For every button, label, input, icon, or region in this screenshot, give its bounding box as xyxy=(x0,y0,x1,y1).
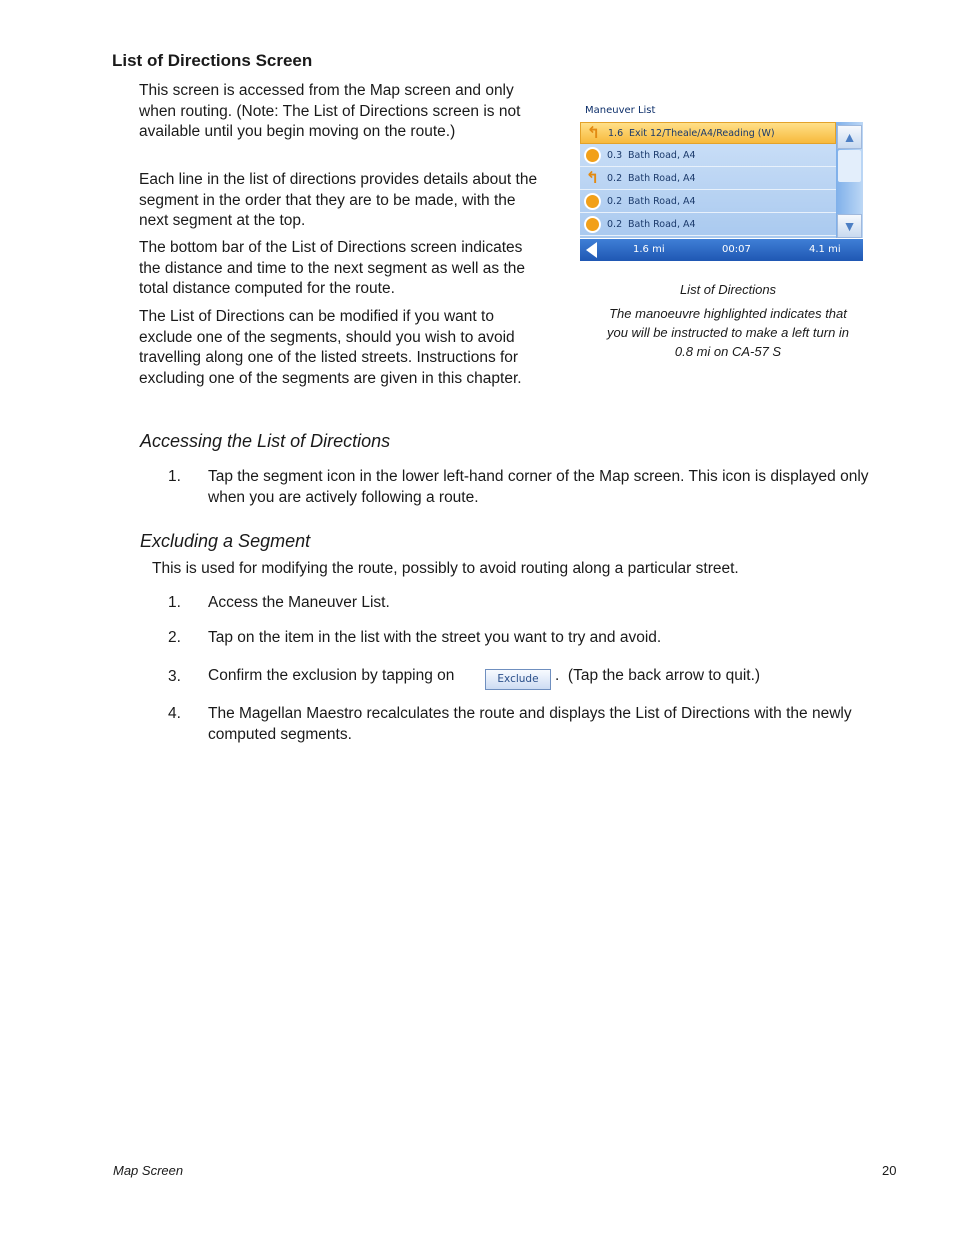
scroll-down-icon[interactable]: ▼ xyxy=(837,214,862,238)
next-distance: 1.6 mi xyxy=(633,244,665,255)
back-arrow-icon[interactable] xyxy=(586,242,597,258)
time-to-next: 00:07 xyxy=(722,244,751,255)
maneuver-row[interactable] xyxy=(580,191,836,213)
total-distance: 4.1 mi xyxy=(809,244,841,255)
intro-paragraph: Each line in the list of directions provides details about the segment in the order that they are to be made, with the next segment at the top. xyxy=(139,171,538,229)
scrollbar[interactable] xyxy=(836,122,863,238)
accessing-heading: Accessing the List of Directions xyxy=(140,431,391,451)
maneuver-row[interactable] xyxy=(580,122,836,144)
status-bar xyxy=(580,239,863,261)
step-number: 4. xyxy=(168,705,181,722)
row-distance: 0.3 xyxy=(607,150,623,161)
maneuver-row[interactable] xyxy=(580,145,836,167)
scroll-thumb[interactable] xyxy=(838,150,861,182)
intro-paragraph: This screen is accessed from the Map screen and only when routing. (Note: The List of Directions screen is not available until you begin moving on the route.) xyxy=(139,82,521,140)
turn-left-icon: ↰ xyxy=(586,125,601,142)
excluding-intro: This is used for modifying the route, possibly to avoid routing along a particular street. xyxy=(152,560,739,577)
excluding-heading: Excluding a Segment xyxy=(140,531,311,551)
step-number: 3. xyxy=(168,668,181,685)
footer-section: Map Screen xyxy=(113,1163,184,1178)
maneuver-list xyxy=(580,122,836,238)
maneuver-row[interactable] xyxy=(580,168,836,190)
maneuver-row[interactable] xyxy=(580,214,836,236)
maneuver-list-title: Maneuver List xyxy=(585,105,656,116)
row-distance: 0.2 xyxy=(607,219,623,230)
exclude-button[interactable]: Exclude xyxy=(485,669,551,690)
intro-paragraph: The List of Directions can be modified if you want to exclude one of the segments, should you wish to avoid travelling along one of the listed streets. Instructions for excluding one of the segments are given in this chapter. xyxy=(139,308,522,387)
page-number: 20 xyxy=(882,1163,897,1178)
turn-left-icon: ↰ xyxy=(585,170,600,187)
row-street: Bath Road, A4 xyxy=(628,196,696,207)
step-text: The Magellan Maestro recalculates the route and displays the List of Directions with the newly computed segments. xyxy=(208,705,852,743)
row-distance: 0.2 xyxy=(607,173,623,184)
row-street: Exit 12/Theale/A4/Reading (W) xyxy=(629,128,775,139)
scroll-up-icon[interactable]: ▲ xyxy=(837,125,862,149)
row-distance: 0.2 xyxy=(607,196,623,207)
step-number: 2. xyxy=(168,629,181,646)
row-distance: 1.6 xyxy=(608,128,624,139)
step-text: Access the Maneuver List. xyxy=(208,594,390,611)
maneuver-list-screenshot xyxy=(580,103,863,261)
step-text: . (Tap the back arrow to quit.) xyxy=(555,667,761,684)
figure-caption-title: List of Directions xyxy=(679,282,777,297)
roundabout-icon xyxy=(584,193,601,210)
figure-caption-text: The manoeuvre highlighted indicates that you will be instructed to make a left turn in 0.8 mi on CA-57 S xyxy=(606,306,850,359)
step-text: Tap on the item in the list with the street you want to try and avoid. xyxy=(208,629,662,646)
roundabout-icon xyxy=(584,147,601,164)
step-number: 1. xyxy=(168,594,181,611)
roundabout-icon xyxy=(584,216,601,233)
section-title: List of Directions Screen xyxy=(112,51,313,70)
row-street: Bath Road, A4 xyxy=(628,173,696,184)
row-street: Bath Road, A4 xyxy=(628,150,696,161)
step-text: Tap the segment icon in the lower left-hand corner of the Map screen. This icon is displayed only when you are actively following a route. xyxy=(208,468,869,506)
step-text: Confirm the exclusion by tapping on xyxy=(208,667,455,684)
row-street: Bath Road, A4 xyxy=(628,219,696,230)
step-number: 1. xyxy=(168,468,181,485)
intro-paragraph: The bottom bar of the List of Directions screen indicates the distance and time to the next segment as well as the total distance computed for the route. xyxy=(139,239,526,297)
